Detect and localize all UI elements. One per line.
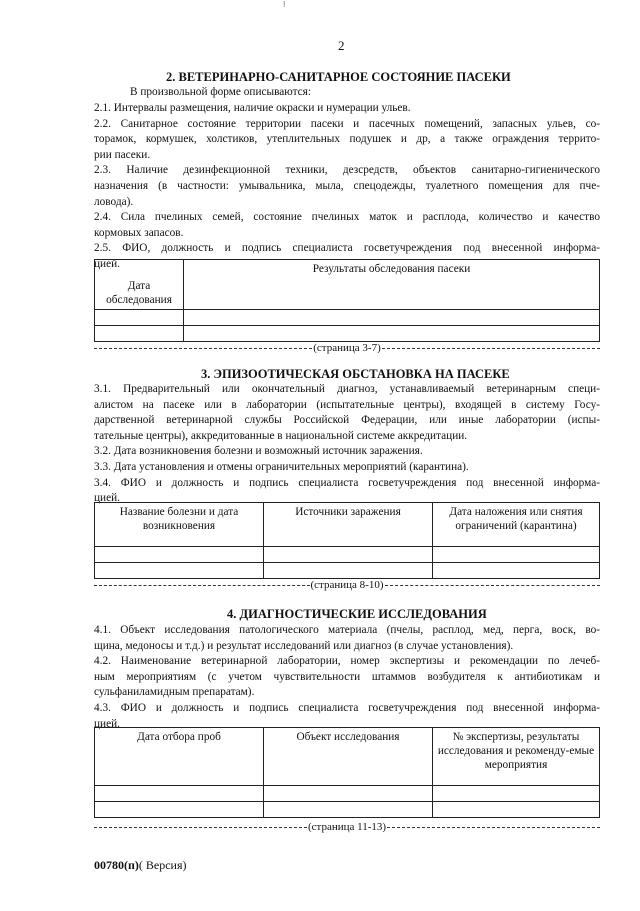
table-cell bbox=[95, 802, 264, 818]
paragraph-line: 2.3. Наличие дезинфекционной техники, дезсредств, объектов санитарно-гигиенического bbox=[94, 164, 600, 177]
separator-pages-3-7 bbox=[94, 342, 600, 354]
table-cell bbox=[433, 786, 600, 802]
paragraph-line: кормовых запасов. bbox=[94, 226, 184, 239]
section-2-intro: В произвольной форме описываются: bbox=[130, 86, 312, 98]
form-code: 00780(п) bbox=[94, 858, 139, 872]
table-cell bbox=[433, 563, 600, 579]
paragraph-line: ным мероприятиям (с учетом чувствительности штаммов возбудителя к антибиотикам и bbox=[94, 670, 600, 683]
section-2-title: 2. ВЕТЕРИНАРНО-САНИТАРНОЕ СОСТОЯНИЕ ПАСЕКИ bbox=[166, 70, 511, 84]
paragraph-line: 4.3. ФИО и должность и подпись специалиста госветучреждения под внесенной информа- bbox=[94, 701, 600, 714]
paragraph-line: 2.1. Интервалы размещения, наличие окраски и нумерации ульев. bbox=[94, 102, 411, 114]
section-4-table bbox=[94, 727, 600, 818]
paragraph-line: тательные центры), аккредитованные в национальной системе аккредитации. bbox=[94, 429, 468, 442]
section-3-items bbox=[94, 382, 600, 507]
scan-mark: ⵑ bbox=[283, 0, 286, 9]
paragraph-line: 3.3. Дата установления и отмены ограничительных мероприятий (карантина). bbox=[94, 460, 469, 473]
form-version: ( Версия) bbox=[138, 858, 187, 872]
paragraph-line: цией. bbox=[94, 717, 120, 730]
footer bbox=[94, 858, 187, 873]
table-cell bbox=[433, 802, 600, 818]
paragraph-line: дарственной ветеринарной службы Российской Федерации, или иные лаборатории (испы- bbox=[94, 414, 600, 427]
paragraph-line: 2.5. ФИО, должность и подпись специалиста госветучреждения под внесенной информа- bbox=[94, 242, 600, 255]
header-disease-name: Название болезни и дата возникновения bbox=[95, 503, 264, 547]
separator-pages-8-10 bbox=[94, 579, 600, 591]
paragraph-line: щина, медоносы и т.д.) и результат исследований или диагноз (в случае установления). bbox=[94, 639, 514, 652]
separator-label: (страница 3-7) bbox=[313, 342, 381, 354]
header-inspection-results: Результаты обследования пасеки bbox=[184, 260, 600, 310]
table-cell bbox=[264, 563, 433, 579]
paragraph-line: 4.2. Наименование ветеринарной лаборатории, номер экспертизы и рекомендации по лечеб- bbox=[94, 655, 600, 668]
header-sampling-date: Дата отбора проб bbox=[95, 728, 264, 786]
paragraph-line: 2.2. Санитарное состояние территории пасеки и пасечных помещений, запасных ульев, со- bbox=[94, 117, 600, 130]
paragraph-line: 4.1. Объект исследования патологического материала (пчелы, расплод, мед, перга, воск, во- bbox=[94, 624, 600, 636]
section-4-title: 4. ДИАГНОСТИЧЕСКИЕ ИССЛЕДОВАНИЯ bbox=[227, 607, 487, 621]
paragraph-line: рии пасеки. bbox=[94, 148, 151, 161]
paragraph-line: алистом на пасеке или в лаборатории (испытательные центры), входящей в систему Госу- bbox=[94, 398, 600, 411]
table-cell bbox=[184, 310, 600, 326]
table-cell bbox=[95, 547, 264, 563]
paragraph-line: 2.4. Сила пчелиных семей, состояние пчелиных маток и расплода, количество и качество bbox=[94, 211, 600, 224]
header-research-object: Объект исследования bbox=[264, 728, 433, 786]
section-4-items bbox=[94, 623, 600, 732]
paragraph-line: назначения (в частности: умывальника, мыла, спецодежды, туалетного помещения для пче- bbox=[94, 179, 600, 192]
separator-label: (страница 11-13) bbox=[307, 821, 387, 833]
table-cell bbox=[95, 310, 184, 326]
section-3-title: 3. ЭПИЗООТИЧЕСКАЯ ОБСТАНОВКА НА ПАСЕКЕ bbox=[201, 367, 510, 381]
paragraph-line: 3.1. Предварительный или окончательный диагноз, устанавливаемый ветеринарным специ- bbox=[94, 383, 600, 395]
header-infection-sources: Источники заражения bbox=[264, 503, 433, 547]
table-cell bbox=[264, 802, 433, 818]
table-cell bbox=[184, 326, 600, 342]
paragraph-line: 3.2. Дата возникновения болезни и возможный источник заражения. bbox=[94, 445, 423, 458]
paragraph-line: ловода). bbox=[94, 195, 134, 208]
table-cell bbox=[95, 563, 264, 579]
table-cell bbox=[95, 326, 184, 342]
separator-pages-11-13 bbox=[94, 821, 600, 833]
paragraph-line: сульфаниламидным препаратам). bbox=[94, 686, 255, 699]
table-cell bbox=[264, 786, 433, 802]
paragraph-line: тoрамок, кормушек, холстиков, утеплительных подушек и др, а также ограждения террито- bbox=[94, 133, 600, 146]
table-cell bbox=[433, 547, 600, 563]
separator-label: (страница 8-10) bbox=[310, 579, 384, 591]
section-2-items bbox=[94, 101, 600, 273]
header-date-inspection: Дата обследования bbox=[95, 260, 184, 310]
section-2-table bbox=[94, 259, 600, 342]
paragraph-line: цией. bbox=[94, 257, 120, 270]
page-number: 2 bbox=[338, 38, 345, 53]
table-cell bbox=[264, 547, 433, 563]
paragraph-line: 3.4. ФИО и должность и подпись специалиста госветучреждения под внесенной информа- bbox=[94, 476, 600, 489]
header-expertise-results: № экспертизы, результаты исследования и рекоменду-емые мероприятия bbox=[433, 728, 600, 786]
paragraph-line: цией. bbox=[94, 492, 120, 505]
section-3-table bbox=[94, 502, 600, 579]
header-quarantine-dates: Дата наложения или снятия ограничений (карантина) bbox=[433, 503, 600, 547]
table-cell bbox=[95, 786, 264, 802]
